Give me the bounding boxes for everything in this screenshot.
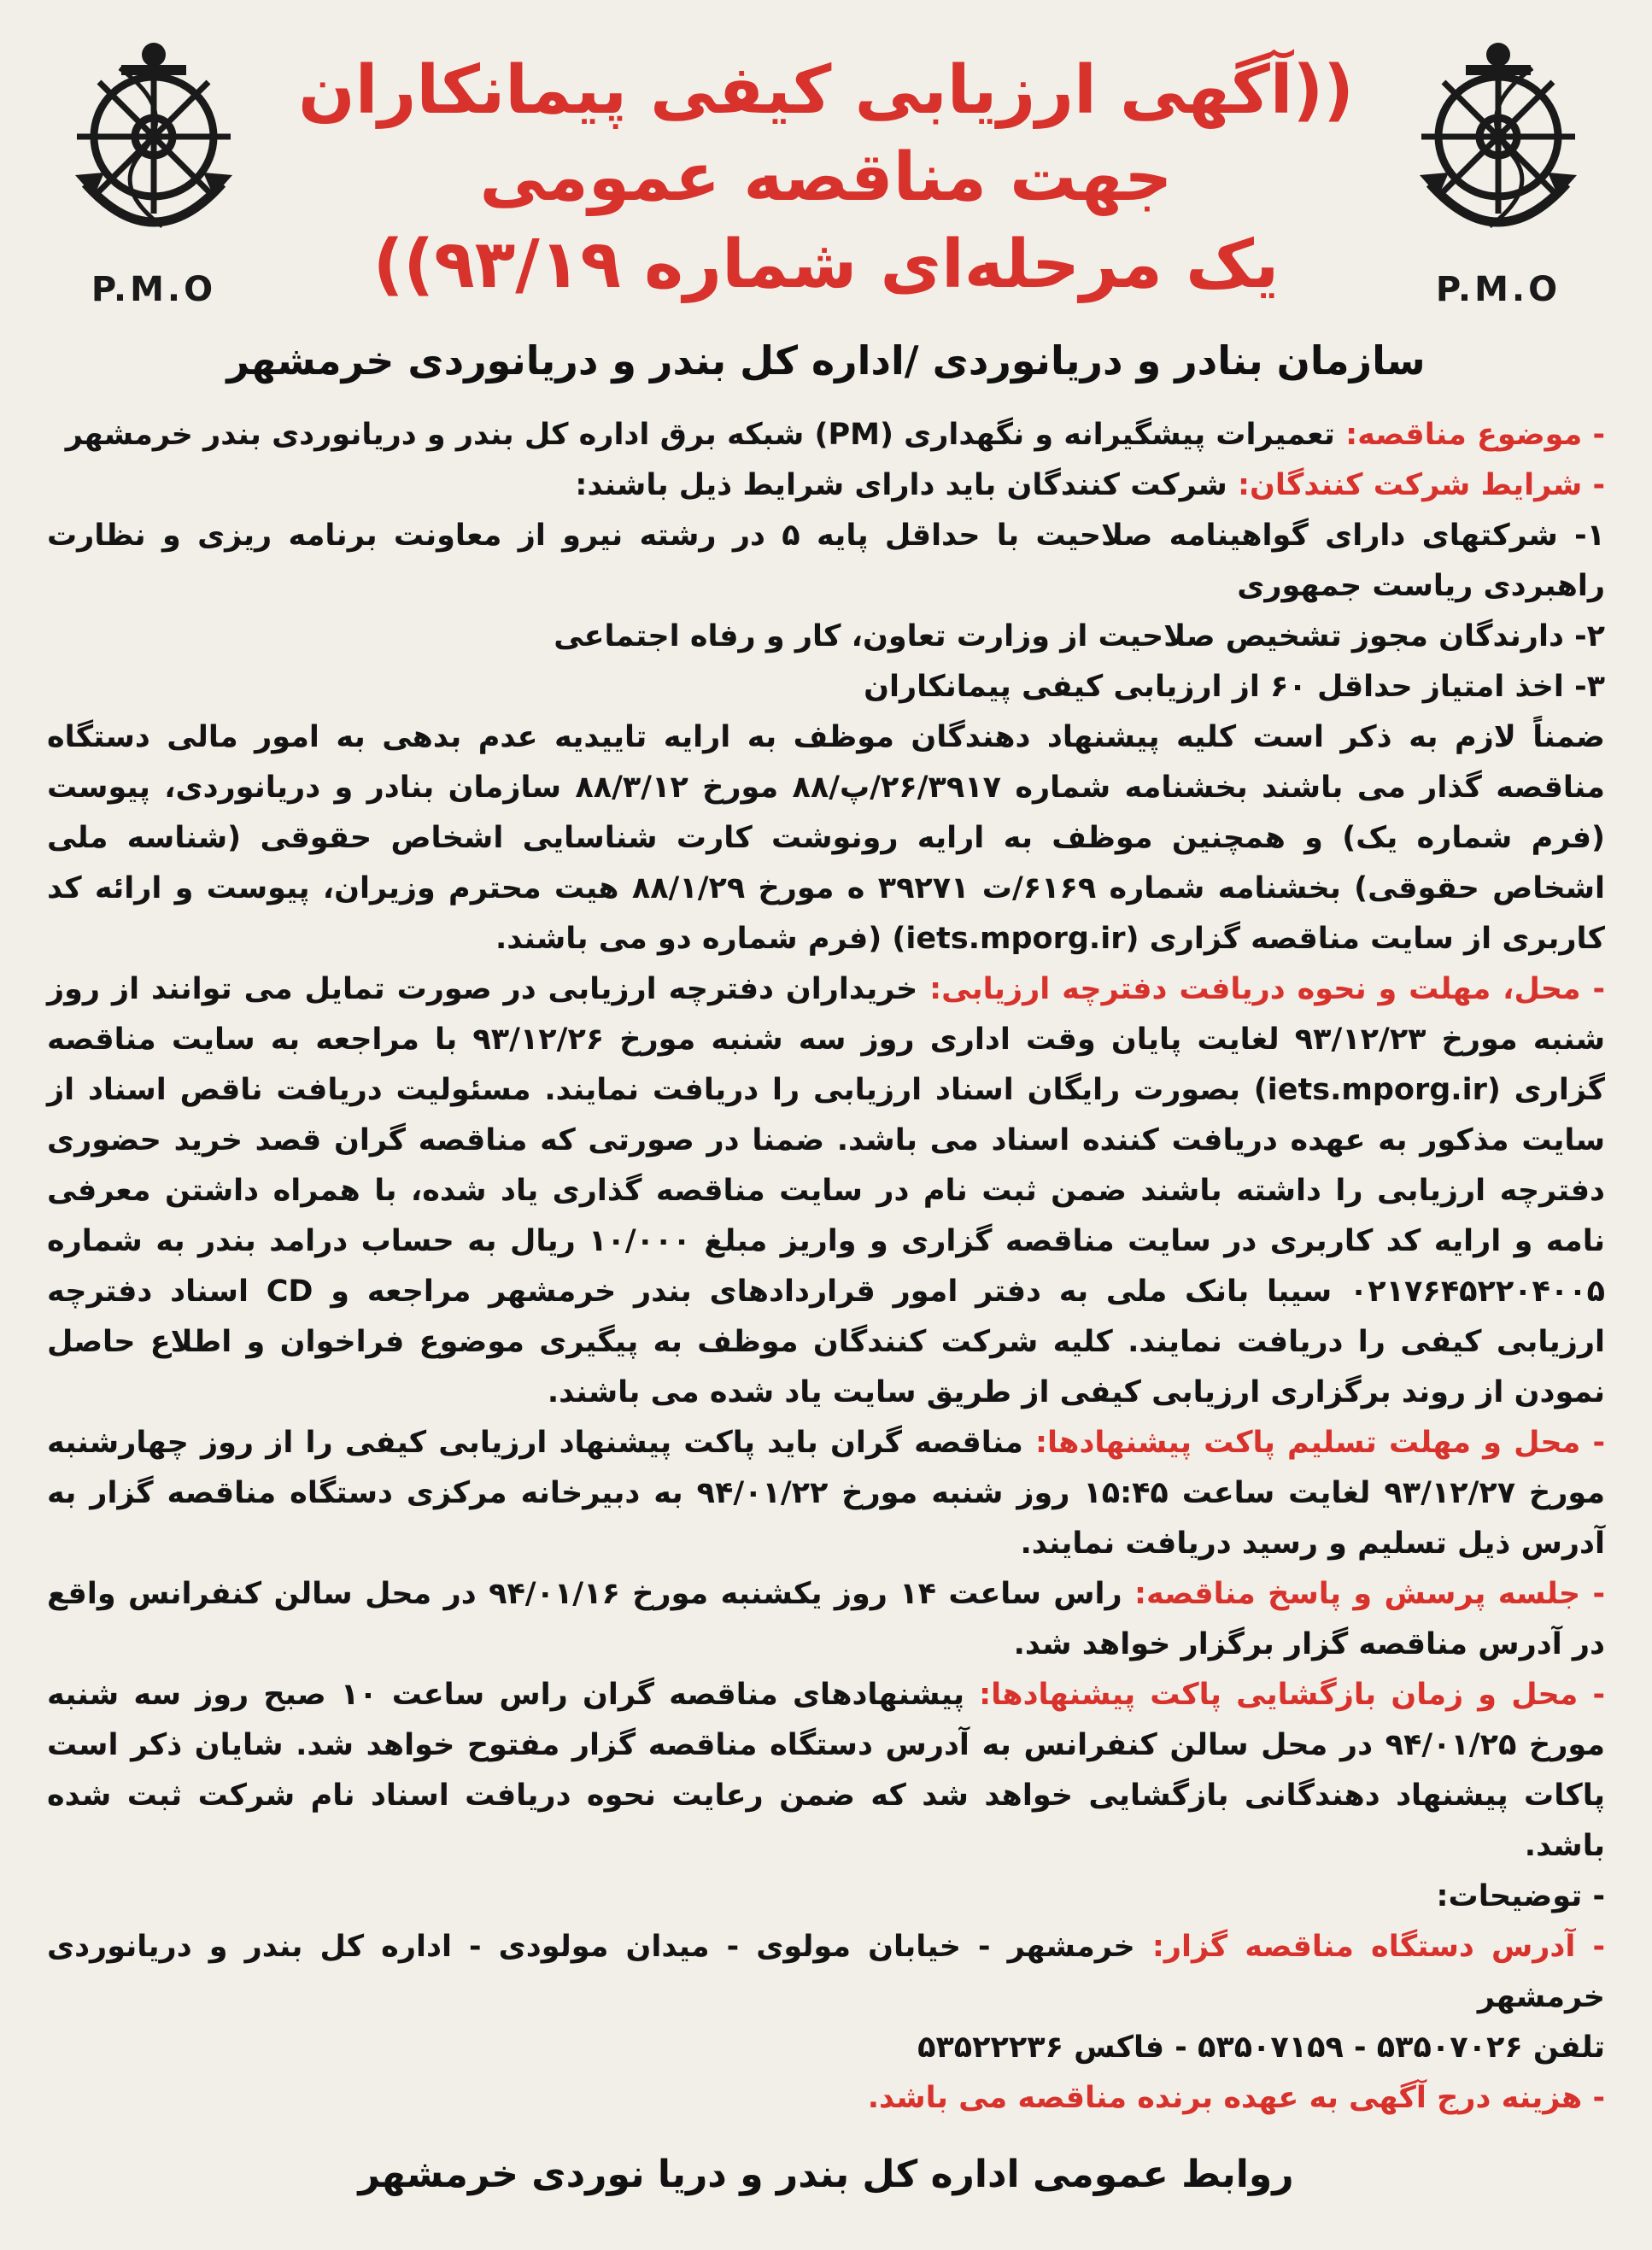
logo-caption: P.M.O bbox=[1435, 270, 1561, 309]
conditions-text: شرکت کنندگان باید دارای شرایط ذیل باشند: bbox=[575, 468, 1238, 502]
notes-paragraph bbox=[47, 1872, 1605, 1922]
session-label: - جلسه پرسش و پاسخ مناقصه: bbox=[1134, 1577, 1605, 1611]
address-label: - آدرس دستگاه مناقصه گزار: bbox=[1151, 1930, 1605, 1964]
anchor-wheel-icon bbox=[60, 34, 248, 265]
phone-line: تلفن ۵۳۵۰۷۰۲۶ - ۵۳۵۰۷۱۵۹ - فاکس ۵۳۵۲۲۲۳۶ bbox=[917, 2030, 1605, 2065]
session-paragraph bbox=[47, 1569, 1605, 1670]
booklet-label: - محل، مهلت و نحوه دریافت دفترچه ارزیابی: bbox=[929, 972, 1605, 1006]
headline-line-1: ((آگهی ارزیابی کیفی پیمانکاران bbox=[298, 52, 1354, 129]
anchor-wheel-icon bbox=[1404, 34, 1592, 265]
conditions-label: - شرایط شرکت کنندگان: bbox=[1238, 468, 1605, 502]
submission-label: - محل و مهلت تسلیم پاکت پیشنهادها: bbox=[1035, 1426, 1605, 1460]
notes-label: - توضیحات: bbox=[1436, 1879, 1605, 1913]
cost-paragraph bbox=[47, 2073, 1605, 2124]
booklet-text: خریداران دفترچه ارزیابی در صورت تمایل می توانند از روز شنبه مورخ ۹۳/۱۲/۲۳ لغایت پایان وقت اداری روز سه شنبه مورخ ۹۳/۱۲/۲۶ با مراجعه به سایت مناقصه گزاری (iets.mporg.ir) بصورت رایگان اسناد ارزیابی را دریافت نمایند. مسئولیت دریافت ناقص اسناد از سایت مذکور به عهده دریافت کننده اسناد می باشد. ضمنا در صورتی که مناقصه گران قصد خرید حضوری دفترچه ارزیابی را داشته باشند ضمن ثبت نام در سایت مناقصه گذاری یاد شده، با همراه داشتن معرفی نامه و ارایه کد کاربری در سایت مناقصه گزاری و واریز مبلغ ۱۰/۰۰۰ ریال به حساب درامد بندر به شماره ۰۲۱۷۶۴۵۲۲۰۴۰۰۵ سیبا بانک ملی به دفتر امور قراردادهای بندر خرمشهر مراجعه و CD اسناد دفترچه ارزیابی کیفی را دریافت نمایند. کلیه شرکت کنندگان موظف به پیگیری موضوع فراخوان و اطلاع حاصل نمودن از روند برگزاری ارزیابی کیفی از طریق سایت یاد شده می باشند. bbox=[47, 972, 1606, 1409]
booklet-paragraph bbox=[47, 964, 1605, 1418]
opening-text: پیشنهادهای مناقصه گران راس ساعت ۱۰ صبح روز سه شنبه مورخ ۹۴/۰۱/۲۵ در محل سالن کنفرانس به آدرس دستگاه مناقصه گزار مفتوح خواهد شد. شایان ذکر است پاکات پیشنهاد دهندگانی بازگشایی خواهد شد که ضمن رعایت نحوه دریافت اسناد نام شرکت ثبت شده باشد. bbox=[47, 1678, 1605, 1863]
address-paragraph bbox=[47, 1922, 1605, 2023]
conditions-paragraph bbox=[47, 460, 1605, 511]
address-text: خرمشهر - خیابان مولوی - میدان مولودی - اداره کل بندر و دریانوردی خرمشهر bbox=[47, 1930, 1605, 2014]
subject-label: - موضوع مناقصه: bbox=[1345, 418, 1605, 452]
headline-line-2: جهت مناقصه عمومی bbox=[479, 139, 1173, 216]
condition-item: ۲- دارندگان مجوز تشخیص صلاحیت از وزارت تعاون، کار و رفاه اجتماعی bbox=[554, 619, 1605, 653]
condition-item: ۱- شرکتهای دارای گواهینامه صلاحیت با حداقل پایه ۵ در رشته نیرو از معاونت برنامه ریزی و نظارت راهبردی ریاست جمهوری bbox=[47, 519, 1605, 603]
opening-paragraph bbox=[47, 1670, 1605, 1872]
session-text: راس ساعت ۱۴ روز یکشنبه مورخ ۹۴/۰۱/۱۶ در محل سالن کنفرانس واقع در آدرس مناقصه گزار برگزار خواهد شد. bbox=[47, 1577, 1605, 1661]
condition-item: ۳- اخذ امتیاز حداقل ۶۰ از ارزیابی کیفی پیمانکاران bbox=[864, 670, 1605, 704]
submission-text: مناقصه گران باید پاکت پیشنهاد ارزیابی کیفی را از روز چهارشنبه مورخ ۹۳/۱۲/۲۷ لغایت ساعت ۱۵:۴۵ روز شنبه مورخ ۹۴/۰۱/۲۲ به دبیرخانه مرکزی دستگاه مناقصه گزار به آدرس ذیل تسلیم و رسید دریافت نمایند. bbox=[47, 1426, 1606, 1561]
logo-caption: P.M.O bbox=[91, 270, 217, 309]
submission-paragraph bbox=[47, 1418, 1605, 1569]
pmo-logo-left bbox=[51, 34, 256, 325]
subject-paragraph bbox=[47, 410, 1605, 460]
notice-headline bbox=[273, 47, 1379, 308]
headline-line-3: یک مرحله‌ای شماره ۹۳/۱۹)) bbox=[372, 226, 1280, 303]
subject-text: تعمیرات پیشگیرانه و نگهداری (PM) شبکه برق اداره کل بندر و دریانوردی بندر خرمشهر bbox=[65, 418, 1346, 452]
organization-title: سازمان بنادر و دریانوردی /اداره کل بندر و دریانوردی خرمشهر bbox=[226, 337, 1426, 384]
cost-label: - هزینه درج آگهی به عهده برنده مناقصه می باشد. bbox=[867, 2081, 1605, 2115]
public-relations-signature: روابط عمومی اداره کل بندر و دریا نوردی خرمشهر bbox=[358, 2153, 1294, 2196]
pmo-logo-right bbox=[1396, 34, 1601, 325]
opening-label: - محل و زمان بازگشایی پاکت پیشنهادها: bbox=[979, 1678, 1606, 1712]
notice-body bbox=[47, 410, 1605, 2124]
conditions-note: ضمناً لازم به ذکر است کلیه پیشنهاد دهندگان موظف به ارایه تاییدیه عدم بدهی به امور مالی دستگاه مناقصه گذار می باشند بخشنامه شماره ۲۶/۳۹۱۷/پ/۸۸ مورخ ۸۸/۳/۱۲ سازمان بنادر و دریانوردی، پیوست (فرم شماره یک) و همچنین موظف به ارایه رونوشت کارت شناسایی اشخاص حقوقی (شناسه ملی اشخاص حقوقی) بخشنامه شماره ۶۱۶۹/ت ۳۹۲۷۱ ه مورخ ۸۸/۱/۲۹ هیت محترم وزیران، پیوست و ارائه کد کاربری از سایت مناقصه گزاری (iets.mporg.ir) (فرم شماره دو می باشند. bbox=[47, 720, 1605, 956]
